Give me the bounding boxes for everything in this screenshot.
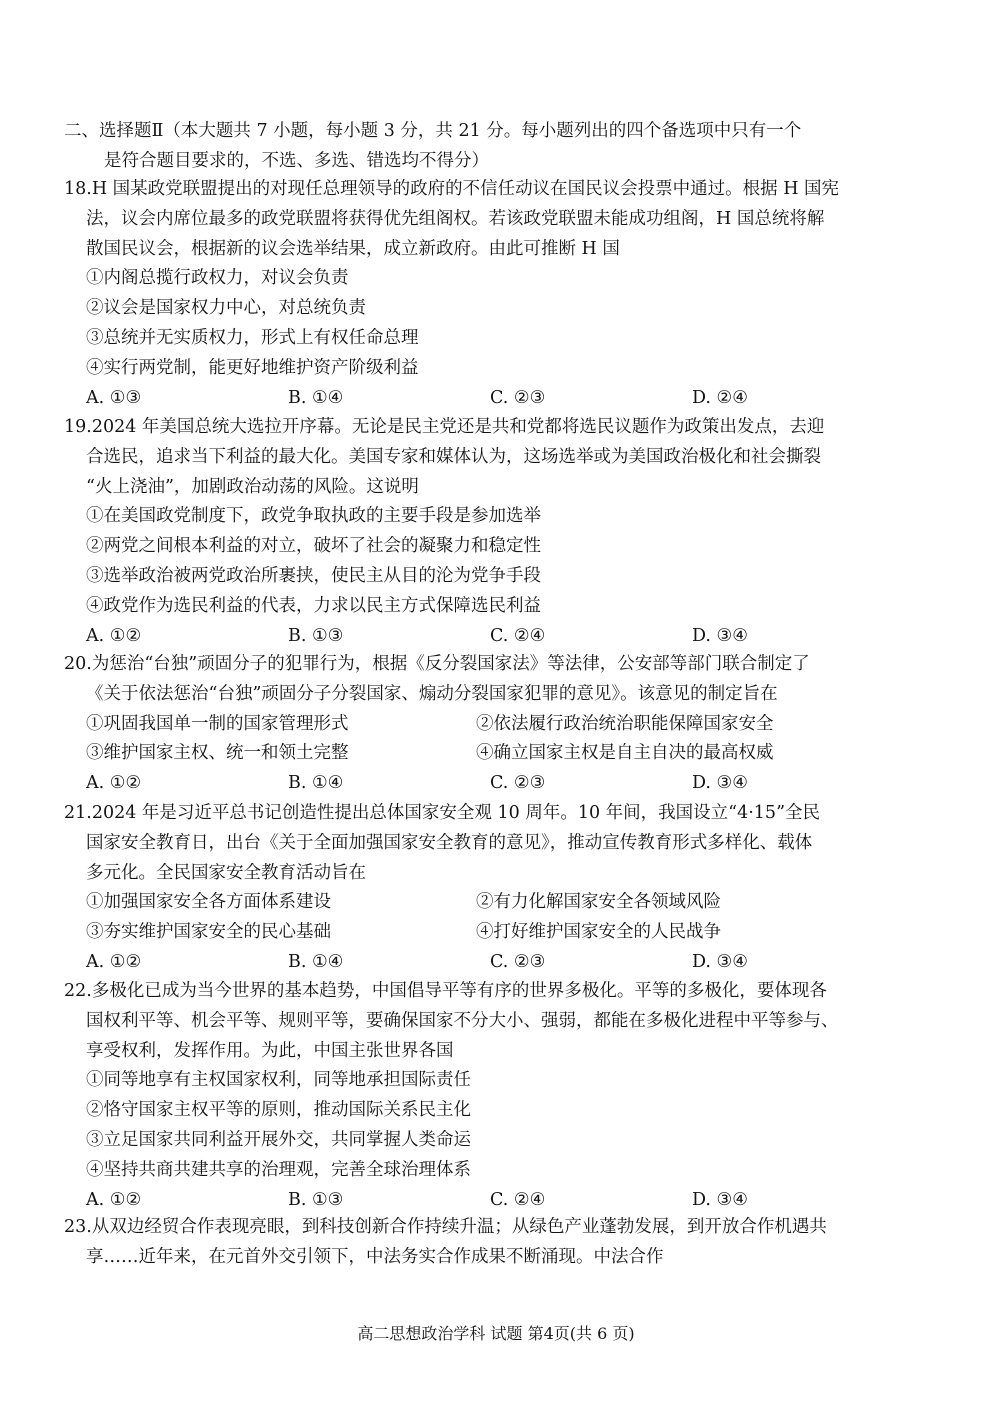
answer-choices	[64, 769, 944, 799]
statement: ③维护国家主权、统一和领土完整	[86, 743, 349, 764]
question-stem	[64, 650, 944, 710]
stem-line: 法，议会内席位最多的政党联盟将获得优先组阁权。若该政党联盟未能成功组阁，H 国总统将解	[86, 208, 825, 229]
choice-a: A. ①②	[86, 773, 142, 794]
choice-a: A. ①②	[86, 951, 142, 972]
choice-a: A. ①②	[86, 1189, 142, 1210]
stem-line: 22.多极化已成为当今世界的基本趋势，中国倡导平等有序的世界多极化。平等的多极化，要体现各	[64, 981, 827, 1001]
statement-row	[64, 918, 944, 948]
choice-c: C. ②④	[490, 625, 546, 646]
stem-line: 21.2024 年是习近平总书记创造性提出总体国家安全观 10 周年。10 年间，我国设立“4·15”全民	[64, 803, 821, 823]
question-20	[64, 650, 944, 799]
answer-choices	[64, 384, 944, 414]
stem-line: 23.从双边经贸合作表现亮眼，到科技创新合作持续升温；从绿色产业蓬勃发展，到开放合作机遇共	[64, 1217, 827, 1237]
stem-line: 20.为惩治“台独”顽固分子的犯罪行为，根据《反分裂国家法》等法律，公安部等部门联合制定了	[64, 654, 810, 674]
statement: ④坚持共商共建共享的治理观，完善全球治理体系	[86, 1159, 471, 1180]
statement: ④打好维护国家安全的人民战争	[476, 922, 721, 943]
statement: ④确立国家主权是自主自决的最高权威	[476, 743, 774, 764]
choice-d: D. ③④	[692, 773, 748, 794]
answer-choices	[64, 622, 944, 652]
choice-c: C. ②③	[490, 387, 546, 408]
section-header-line-1: 二、选择题Ⅱ（本大题共 7 小题，每小题 3 分，共 21 分。每小题列出的四个备选项中只有一个	[64, 121, 802, 141]
question-19	[64, 413, 944, 651]
stem-line: 散国民议会，根据新的议会选举结果，成立新政府。由此可推断 H 国	[86, 238, 620, 259]
question-stem	[64, 977, 944, 1066]
stem-line: 合选民，追求当下利益的最大化。美国专家和媒体认为，这场选举或为美国政治极化和社会撕裂	[86, 446, 821, 467]
choice-b: B. ①③	[288, 1189, 344, 1210]
statement: ③夯实维护国家安全的民心基础	[86, 922, 331, 943]
choice-c: C. ②③	[490, 773, 546, 794]
stem-line: 多元化。全民国家安全教育活动旨在	[86, 862, 366, 883]
page-footer: 高二思想政治学科 试题 第4页(共 6 页)	[357, 1324, 635, 1343]
question-22	[64, 977, 944, 1215]
section-header-line-2: 是符合题目要求的，不选、多选、错选均不得分）	[104, 151, 489, 171]
stem-line: 国权利平等、机会平等、规则平等，要确保国家不分大小、强弱，都能在多极化进程中平等参与、	[86, 1010, 839, 1031]
choice-b: B. ①④	[288, 387, 344, 408]
question-18	[64, 175, 944, 413]
statement: ②依法履行政治统治职能保障国家安全	[476, 713, 774, 734]
choice-d: D. ②④	[692, 387, 748, 408]
statement: ①内阁总揽行政权力，对议会负责	[86, 268, 349, 289]
stem-line: “火上浇油”，加剧政治动荡的风险。这说明	[86, 476, 419, 497]
statement: ③选举政治被两党政治所裹挟，使民主从目的沦为党争手段	[86, 565, 541, 586]
statement: ①加强国家安全各方面体系建设	[86, 892, 331, 913]
choice-a: A. ①③	[86, 387, 142, 408]
statement-row	[64, 888, 944, 918]
statement: ②两党之间根本利益的对立，破坏了社会的凝聚力和稳定性	[86, 536, 541, 557]
choice-d: D. ③④	[692, 1189, 748, 1210]
statement: ③立足国家共同利益开展外交，共同掌握人类命运	[86, 1129, 471, 1150]
statement: ④政党作为选民利益的代表，力求以民主方式保障选民利益	[86, 595, 541, 616]
stem-line: 享受权利，发挥作用。为此，中国主张世界各国	[86, 1040, 454, 1061]
statement: ④实行两党制，能更好地维护资产阶级利益	[86, 357, 419, 378]
statement: ②有力化解国家安全各领域风险	[476, 892, 721, 913]
choice-b: B. ①④	[288, 773, 344, 794]
statement: ①巩固我国单一制的国家管理形式	[86, 713, 349, 734]
statement: ②议会是国家权力中心，对总统负责	[86, 298, 366, 319]
choice-d: D. ③④	[692, 951, 748, 972]
statement-row	[64, 710, 944, 740]
statement: ③总统并无实质权力，形式上有权任命总理	[86, 327, 419, 348]
question-stem	[64, 1213, 944, 1273]
choice-c: C. ②④	[490, 1189, 546, 1210]
stem-line: 《关于依法惩治“台独”顽固分子分裂国家、煽动分裂国家犯罪的意见》。该意见的制定旨在	[86, 683, 778, 704]
statement: ①同等地享有主权国家权利，同等地承担国际责任	[86, 1070, 471, 1091]
stem-line: 国家安全教育日，出台《关于全面加强国家安全教育的意见》，推动宣传教育形式多样化、载体	[86, 832, 813, 853]
question-stem	[64, 799, 944, 888]
question-stem	[64, 175, 944, 264]
question-stem	[64, 413, 944, 502]
question-23	[64, 1213, 944, 1273]
statement-row	[64, 739, 944, 769]
stem-line: 18.H 国某政党联盟提出的对现任总理领导的政府的不信任动议在国民议会投票中通过。根据 H 国宪	[64, 179, 840, 199]
choice-c: C. ②③	[490, 951, 546, 972]
choice-b: B. ①④	[288, 951, 344, 972]
statement: ②恪守国家主权平等的原则，推动国际关系民主化	[86, 1100, 471, 1121]
choice-d: D. ③④	[692, 625, 748, 646]
statement: ①在美国政党制度下，政党争取执政的主要手段是参加选举	[86, 506, 541, 527]
section-header	[64, 116, 944, 176]
question-21	[64, 799, 944, 978]
answer-choices	[64, 948, 944, 978]
answer-choices	[64, 1186, 944, 1216]
choice-a: A. ①②	[86, 625, 142, 646]
stem-line: 19.2024 年美国总统大选拉开序幕。无论是民主党还是共和党都将选民议题作为政策出发点，去迎	[64, 417, 825, 437]
stem-line: 享……近年来，在元首外交引领下，中法务实合作成果不断涌现。中法合作	[86, 1246, 664, 1267]
choice-b: B. ①③	[288, 625, 344, 646]
